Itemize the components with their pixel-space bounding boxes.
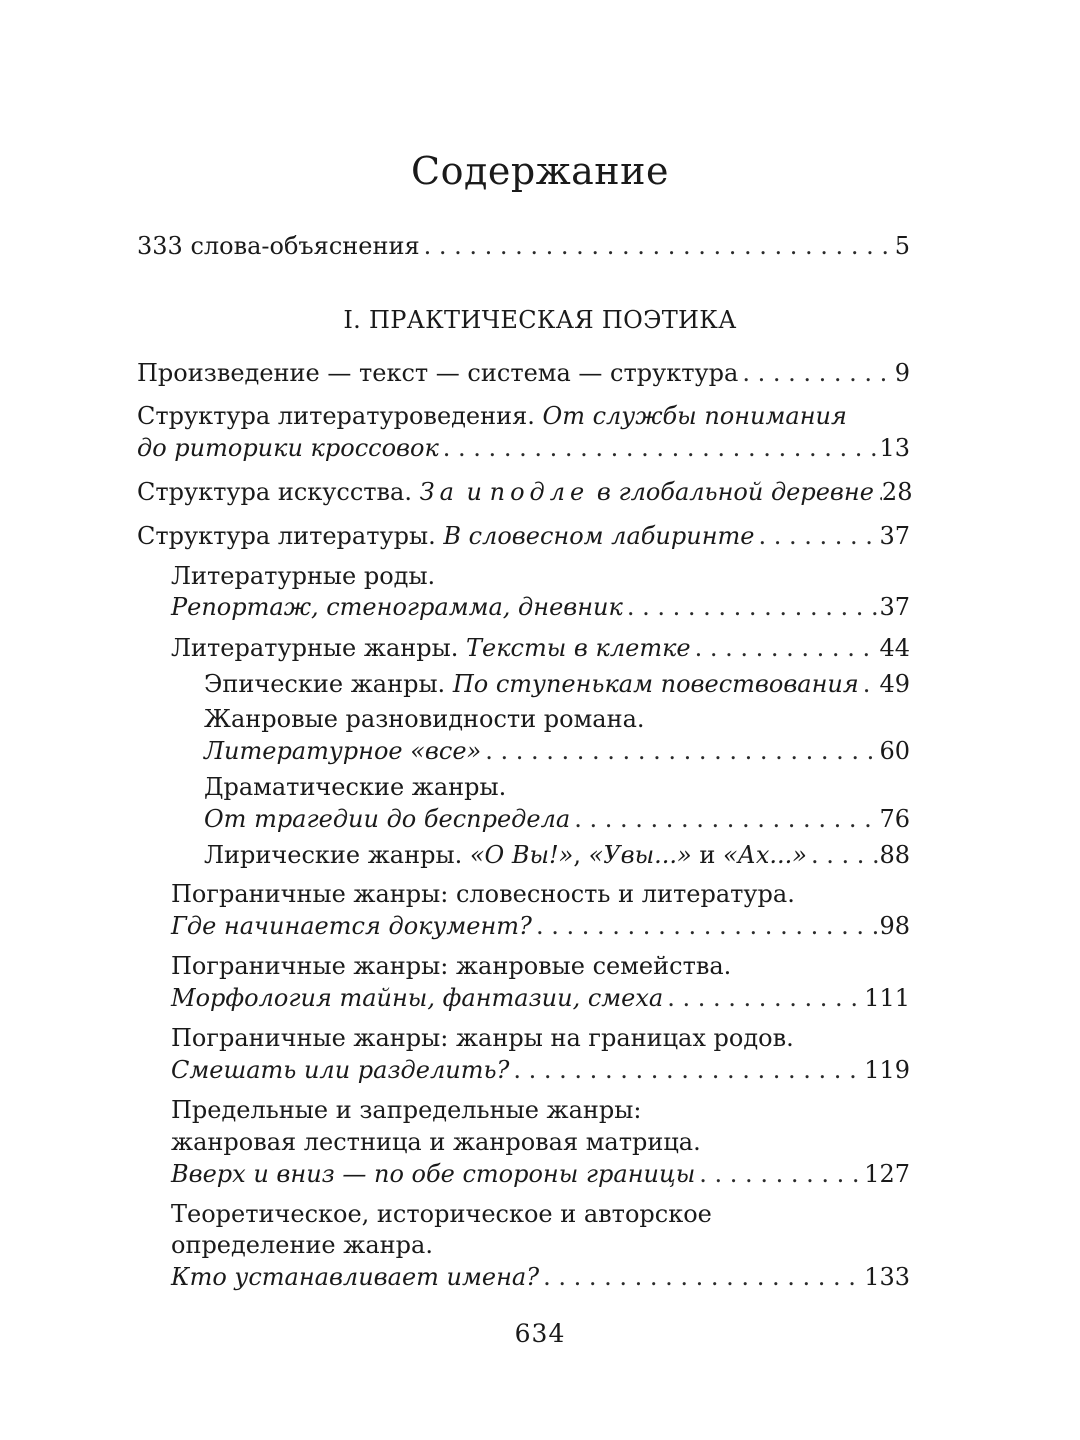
entry-separator: , bbox=[573, 841, 589, 869]
entry-title: Литературные жанры. bbox=[171, 634, 466, 662]
entry-subtitle: подле bbox=[489, 478, 590, 506]
entry-title: Жанровые разновидности романа. bbox=[204, 705, 645, 733]
entry-title: Структура литературоведения. bbox=[137, 402, 543, 430]
dot-leader bbox=[691, 630, 880, 666]
toc-entry-line bbox=[171, 876, 910, 912]
toc-entry bbox=[171, 1156, 910, 1192]
entry-page: 98 bbox=[879, 912, 910, 940]
entry-subtitle: От трагедии до беспредела bbox=[204, 805, 571, 833]
toc-entry bbox=[204, 837, 910, 873]
toc-entry bbox=[171, 1259, 910, 1295]
entry-title: Пограничные жанры: жанровые семейства. bbox=[171, 952, 732, 980]
entry-title: Лирические жанры. bbox=[204, 841, 470, 869]
entry-subtitle: «Увы...» bbox=[588, 841, 692, 869]
dot-leader bbox=[663, 980, 864, 1016]
toc-entry-line bbox=[171, 1092, 910, 1128]
entry-subtitle: Вверх и вниз — по обе стороны границы bbox=[171, 1160, 696, 1188]
toc-entry bbox=[171, 1052, 910, 1088]
dot-leader bbox=[754, 518, 879, 554]
entry-subtitle: Тексты в клетке bbox=[465, 634, 691, 662]
entry-title: жанровая лестница и жанровая матрица. bbox=[171, 1128, 701, 1156]
entry-page: 76 bbox=[879, 805, 910, 833]
entry-page: 88 bbox=[879, 841, 910, 869]
entry-page: 5 bbox=[894, 232, 910, 260]
entry-title: Структура литературы. bbox=[137, 522, 444, 550]
toc-entry bbox=[204, 733, 910, 769]
entry-page: 60 bbox=[879, 737, 910, 765]
entry-subtitle: По ступенькам повествования bbox=[452, 670, 859, 698]
entry-subtitle: Кто устанавливает имена? bbox=[171, 1263, 540, 1291]
entry-title: Пограничные жанры: словесность и литература. bbox=[171, 880, 795, 908]
toc-entry-line bbox=[171, 1124, 910, 1160]
entry-page: 28 bbox=[881, 478, 913, 506]
entry-page: 49 bbox=[879, 670, 910, 698]
dot-leader bbox=[532, 908, 880, 944]
toc-entry-line bbox=[204, 701, 910, 737]
entry-title: Предельные и запредельные жанры: bbox=[171, 1096, 642, 1124]
dot-leader bbox=[439, 430, 880, 466]
dot-leader bbox=[807, 837, 880, 873]
entry-separator: и bbox=[691, 841, 723, 869]
toc-entry bbox=[204, 801, 910, 837]
entry-page: 133 bbox=[864, 1263, 910, 1291]
toc-entry bbox=[171, 980, 910, 1016]
page-number: 634 bbox=[514, 1319, 566, 1348]
entry-title: Пограничные жанры: жанры на границах родов. bbox=[171, 1024, 794, 1052]
dot-leader bbox=[738, 355, 888, 391]
toc-entry-line bbox=[171, 948, 910, 984]
toc-entry bbox=[137, 474, 913, 510]
entry-subtitle: В словесном лабиринте bbox=[443, 522, 755, 550]
entry-subtitle: Репортаж, стенограмма, дневник bbox=[171, 593, 623, 621]
toc-entry bbox=[171, 589, 910, 625]
entry-title: Произведение — текст — система — структура bbox=[137, 359, 739, 387]
entry-page: 9 bbox=[894, 359, 910, 387]
entry-subtitle: в глобальной деревне bbox=[589, 478, 874, 506]
entry-title: Эпические жанры. bbox=[204, 670, 453, 698]
dot-leader bbox=[623, 589, 880, 625]
dot-leader bbox=[695, 1156, 864, 1192]
entry-subtitle: От службы понимания bbox=[542, 402, 847, 430]
section-heading: I. ПРАКТИЧЕСКАЯ ПОЭТИКА bbox=[343, 306, 737, 334]
entry-page: 111 bbox=[864, 984, 910, 1012]
toc-entry bbox=[171, 908, 910, 944]
dot-leader bbox=[859, 666, 880, 702]
toc-entry-line bbox=[171, 1227, 910, 1263]
entry-subtitle: до риторики кроссовок bbox=[137, 434, 439, 462]
toc-entry bbox=[137, 430, 910, 466]
toc-entry-line bbox=[204, 769, 910, 805]
toc-entry-line bbox=[137, 398, 910, 434]
entry-title: Теоретическое, историческое и авторское bbox=[171, 1200, 712, 1228]
entry-subtitle: Морфология тайны, фантазии, смеха bbox=[171, 984, 664, 1012]
entry-page: 37 bbox=[879, 593, 910, 621]
entry-title: Литературные роды. bbox=[171, 562, 436, 590]
toc-entry bbox=[171, 630, 910, 666]
entry-page: 119 bbox=[864, 1056, 910, 1084]
entry-subtitle: и bbox=[458, 478, 490, 506]
entry-subtitle: Где начинается документ? bbox=[171, 912, 532, 940]
entry-page: 44 bbox=[879, 634, 910, 662]
dot-leader bbox=[874, 474, 882, 510]
entry-page: 37 bbox=[879, 522, 910, 550]
toc-entry bbox=[137, 518, 910, 554]
page-title: Содержание bbox=[411, 149, 669, 193]
toc-entry-explanations bbox=[137, 228, 910, 264]
toc-entry-line bbox=[171, 1020, 910, 1056]
entry-title: Структура искусства. bbox=[137, 478, 420, 506]
entry-title: 333 слова-объяснения bbox=[137, 232, 420, 260]
toc-entry bbox=[204, 666, 910, 702]
entry-page: 127 bbox=[864, 1160, 910, 1188]
entry-subtitle: «О Вы!» bbox=[469, 841, 574, 869]
entry-title: Драматические жанры. bbox=[204, 773, 507, 801]
entry-subtitle: Литературное «все» bbox=[204, 737, 482, 765]
dot-leader bbox=[481, 733, 879, 769]
entry-subtitle: «Ах...» bbox=[722, 841, 807, 869]
entry-subtitle: За bbox=[419, 478, 459, 506]
entry-subtitle: Смешать или разделить? bbox=[171, 1056, 510, 1084]
toc-entry bbox=[137, 355, 910, 391]
dot-leader bbox=[539, 1259, 864, 1295]
dot-leader bbox=[509, 1052, 864, 1088]
entry-title: определение жанра. bbox=[171, 1231, 433, 1259]
entry-page: 13 bbox=[879, 434, 910, 462]
dot-leader bbox=[570, 801, 879, 837]
dot-leader bbox=[420, 228, 888, 264]
